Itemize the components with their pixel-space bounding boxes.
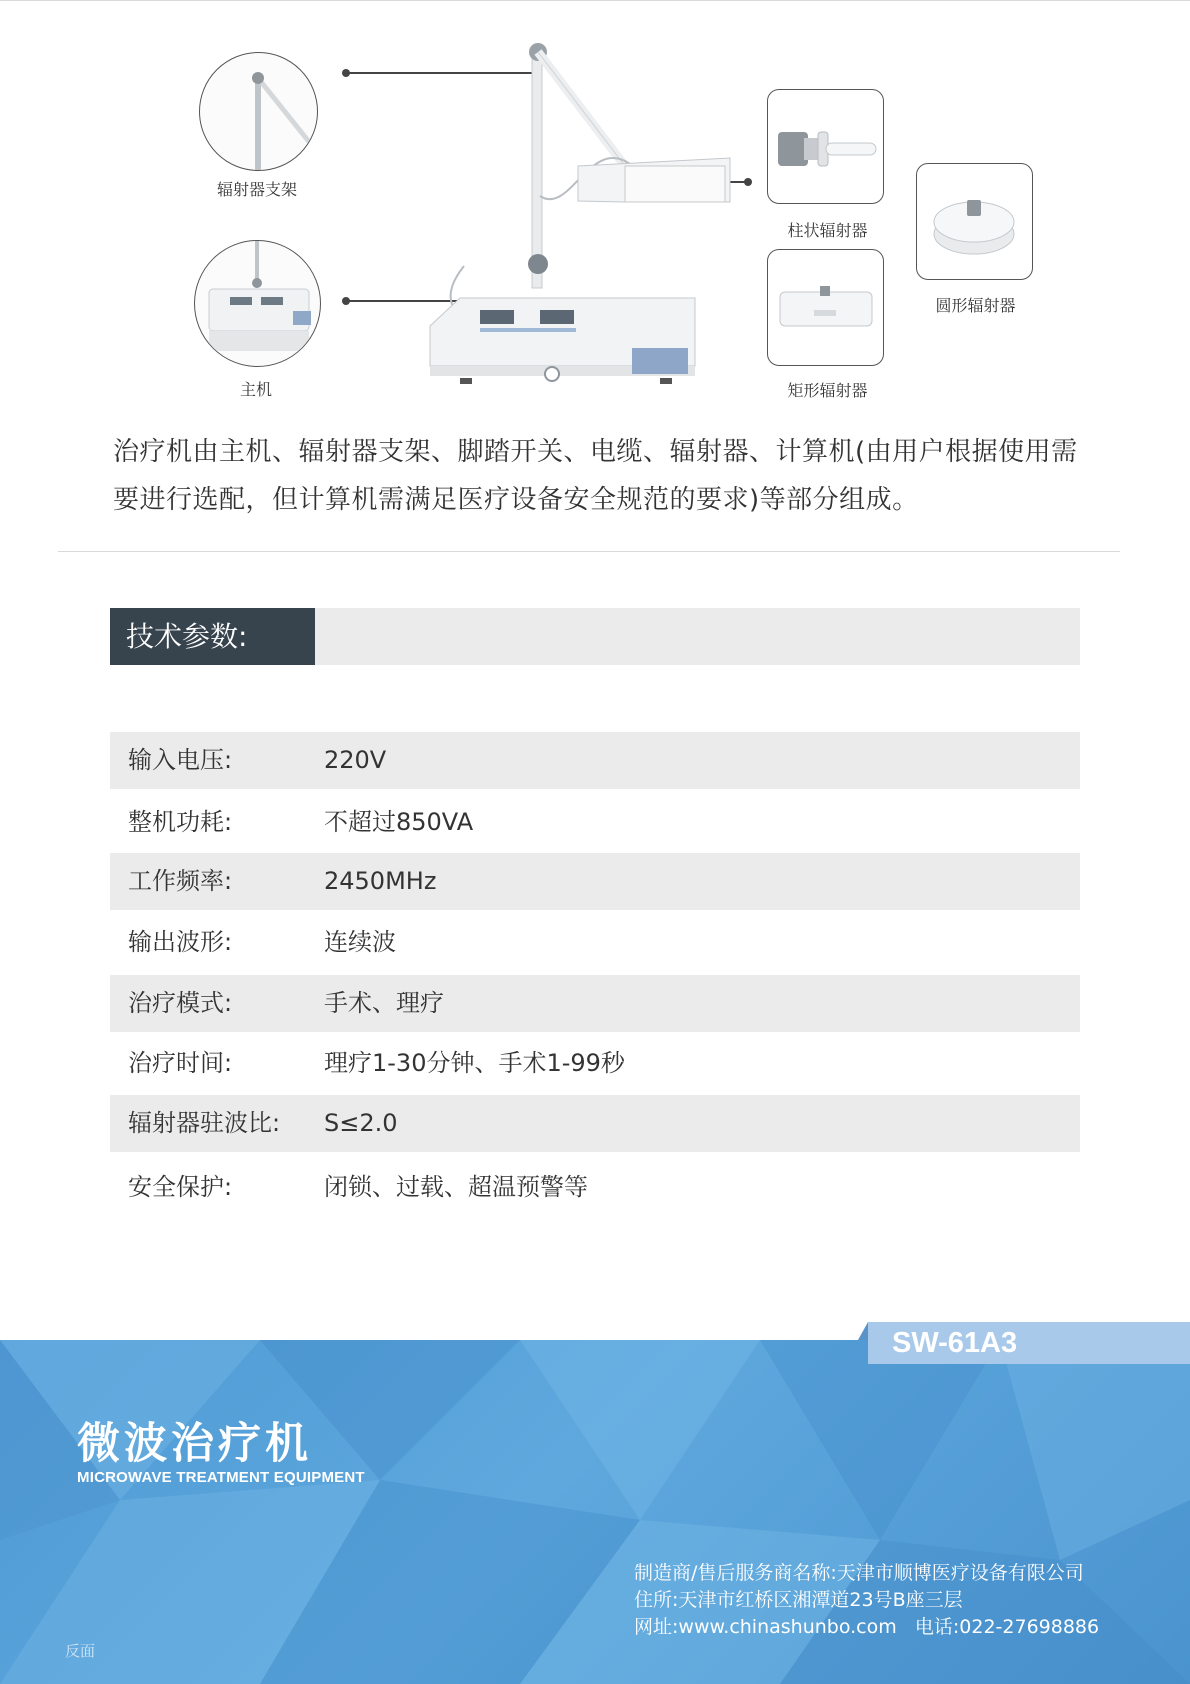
page-side-label: 反面 — [65, 1642, 96, 1660]
product-name-en: MICROWAVE TREATMENT EQUIPMENT — [77, 1469, 365, 1486]
model-tab-notch — [858, 1322, 868, 1340]
spec-value: S≤2.0 — [324, 1109, 398, 1137]
product-name-cn: 微波治疗机 — [77, 1419, 312, 1469]
web-phone-line: 网址:www.chinashunbo.com 电话:022-27698886 — [634, 1616, 1100, 1638]
spec-row-input-voltage — [110, 732, 1080, 789]
rectangular-radiator-image — [768, 250, 883, 365]
spec-row-treatment-mode — [110, 975, 1080, 1032]
spec-value: 连续波 — [324, 928, 396, 956]
spec-header-bar — [110, 608, 1080, 665]
spec-value: 理疗1-30分钟、手术1-99秒 — [324, 1049, 625, 1077]
bracket-detail-circle — [199, 52, 318, 171]
section-divider — [58, 551, 1120, 552]
rectangular-radiator-label: 矩形辐射器 — [787, 381, 868, 400]
cylindrical-radiator-label: 柱状辐射器 — [787, 221, 868, 240]
spec-key: 输入电压: — [128, 746, 233, 774]
bracket-detail-image — [200, 53, 317, 170]
spec-row-waveform — [110, 914, 1080, 971]
composition-description: 治疗机由主机、辐射器支架、脚踏开关、电缆、辐射器、计算机(由用户根据使用需要进行选配，但计算机需满足医疗设备安全规范的要求)等部分组成。 — [113, 437, 1078, 515]
circular-radiator-label: 圆形辐射器 — [935, 296, 1016, 315]
spec-value: 闭锁、过载、超温预警等 — [324, 1173, 588, 1201]
spec-key: 治疗模式: — [128, 989, 233, 1017]
cylindrical-radiator-box — [767, 89, 884, 204]
spec-key: 输出波形: — [128, 928, 233, 956]
spec-section-title: 技术参数: — [110, 608, 315, 665]
spec-row-power-consumption — [110, 794, 1080, 851]
spec-value: 220V — [324, 746, 387, 774]
product-figure — [0, 0, 1190, 410]
contact-info — [634, 1560, 1099, 1641]
spec-value: 手术、理疗 — [324, 989, 444, 1017]
cylindrical-radiator-image — [768, 90, 883, 203]
spec-key: 工作频率: — [128, 867, 233, 895]
spec-key: 整机功耗: — [128, 808, 233, 836]
bracket-label: 辐射器支架 — [216, 180, 297, 199]
spec-row-frequency — [110, 853, 1080, 910]
spec-key: 辐射器驻波比: — [128, 1109, 281, 1137]
spec-value: 2450MHz — [324, 867, 437, 895]
host-detail-image — [195, 241, 320, 366]
spec-key: 安全保护: — [128, 1173, 233, 1201]
circular-radiator-image — [917, 164, 1032, 279]
manufacturer-line: 制造商/售后服务商名称:天津市顺博医疗设备有限公司 — [634, 1562, 1084, 1584]
spec-row-treatment-time — [110, 1035, 1080, 1092]
microwave-machine-image — [420, 36, 750, 404]
spec-row-safety — [110, 1159, 1080, 1216]
rectangular-radiator-box — [767, 249, 884, 366]
host-label: 主机 — [239, 380, 272, 399]
spec-row-vswr — [110, 1095, 1080, 1152]
host-detail-circle — [194, 240, 321, 367]
address-line: 住所:天津市红桥区湘潭道23号B座三层 — [634, 1589, 963, 1611]
spec-key: 治疗时间: — [128, 1049, 233, 1077]
circular-radiator-box — [916, 163, 1033, 280]
model-number-tab: SW-61A3 — [868, 1322, 1190, 1364]
spec-value: 不超过850VA — [324, 808, 474, 836]
